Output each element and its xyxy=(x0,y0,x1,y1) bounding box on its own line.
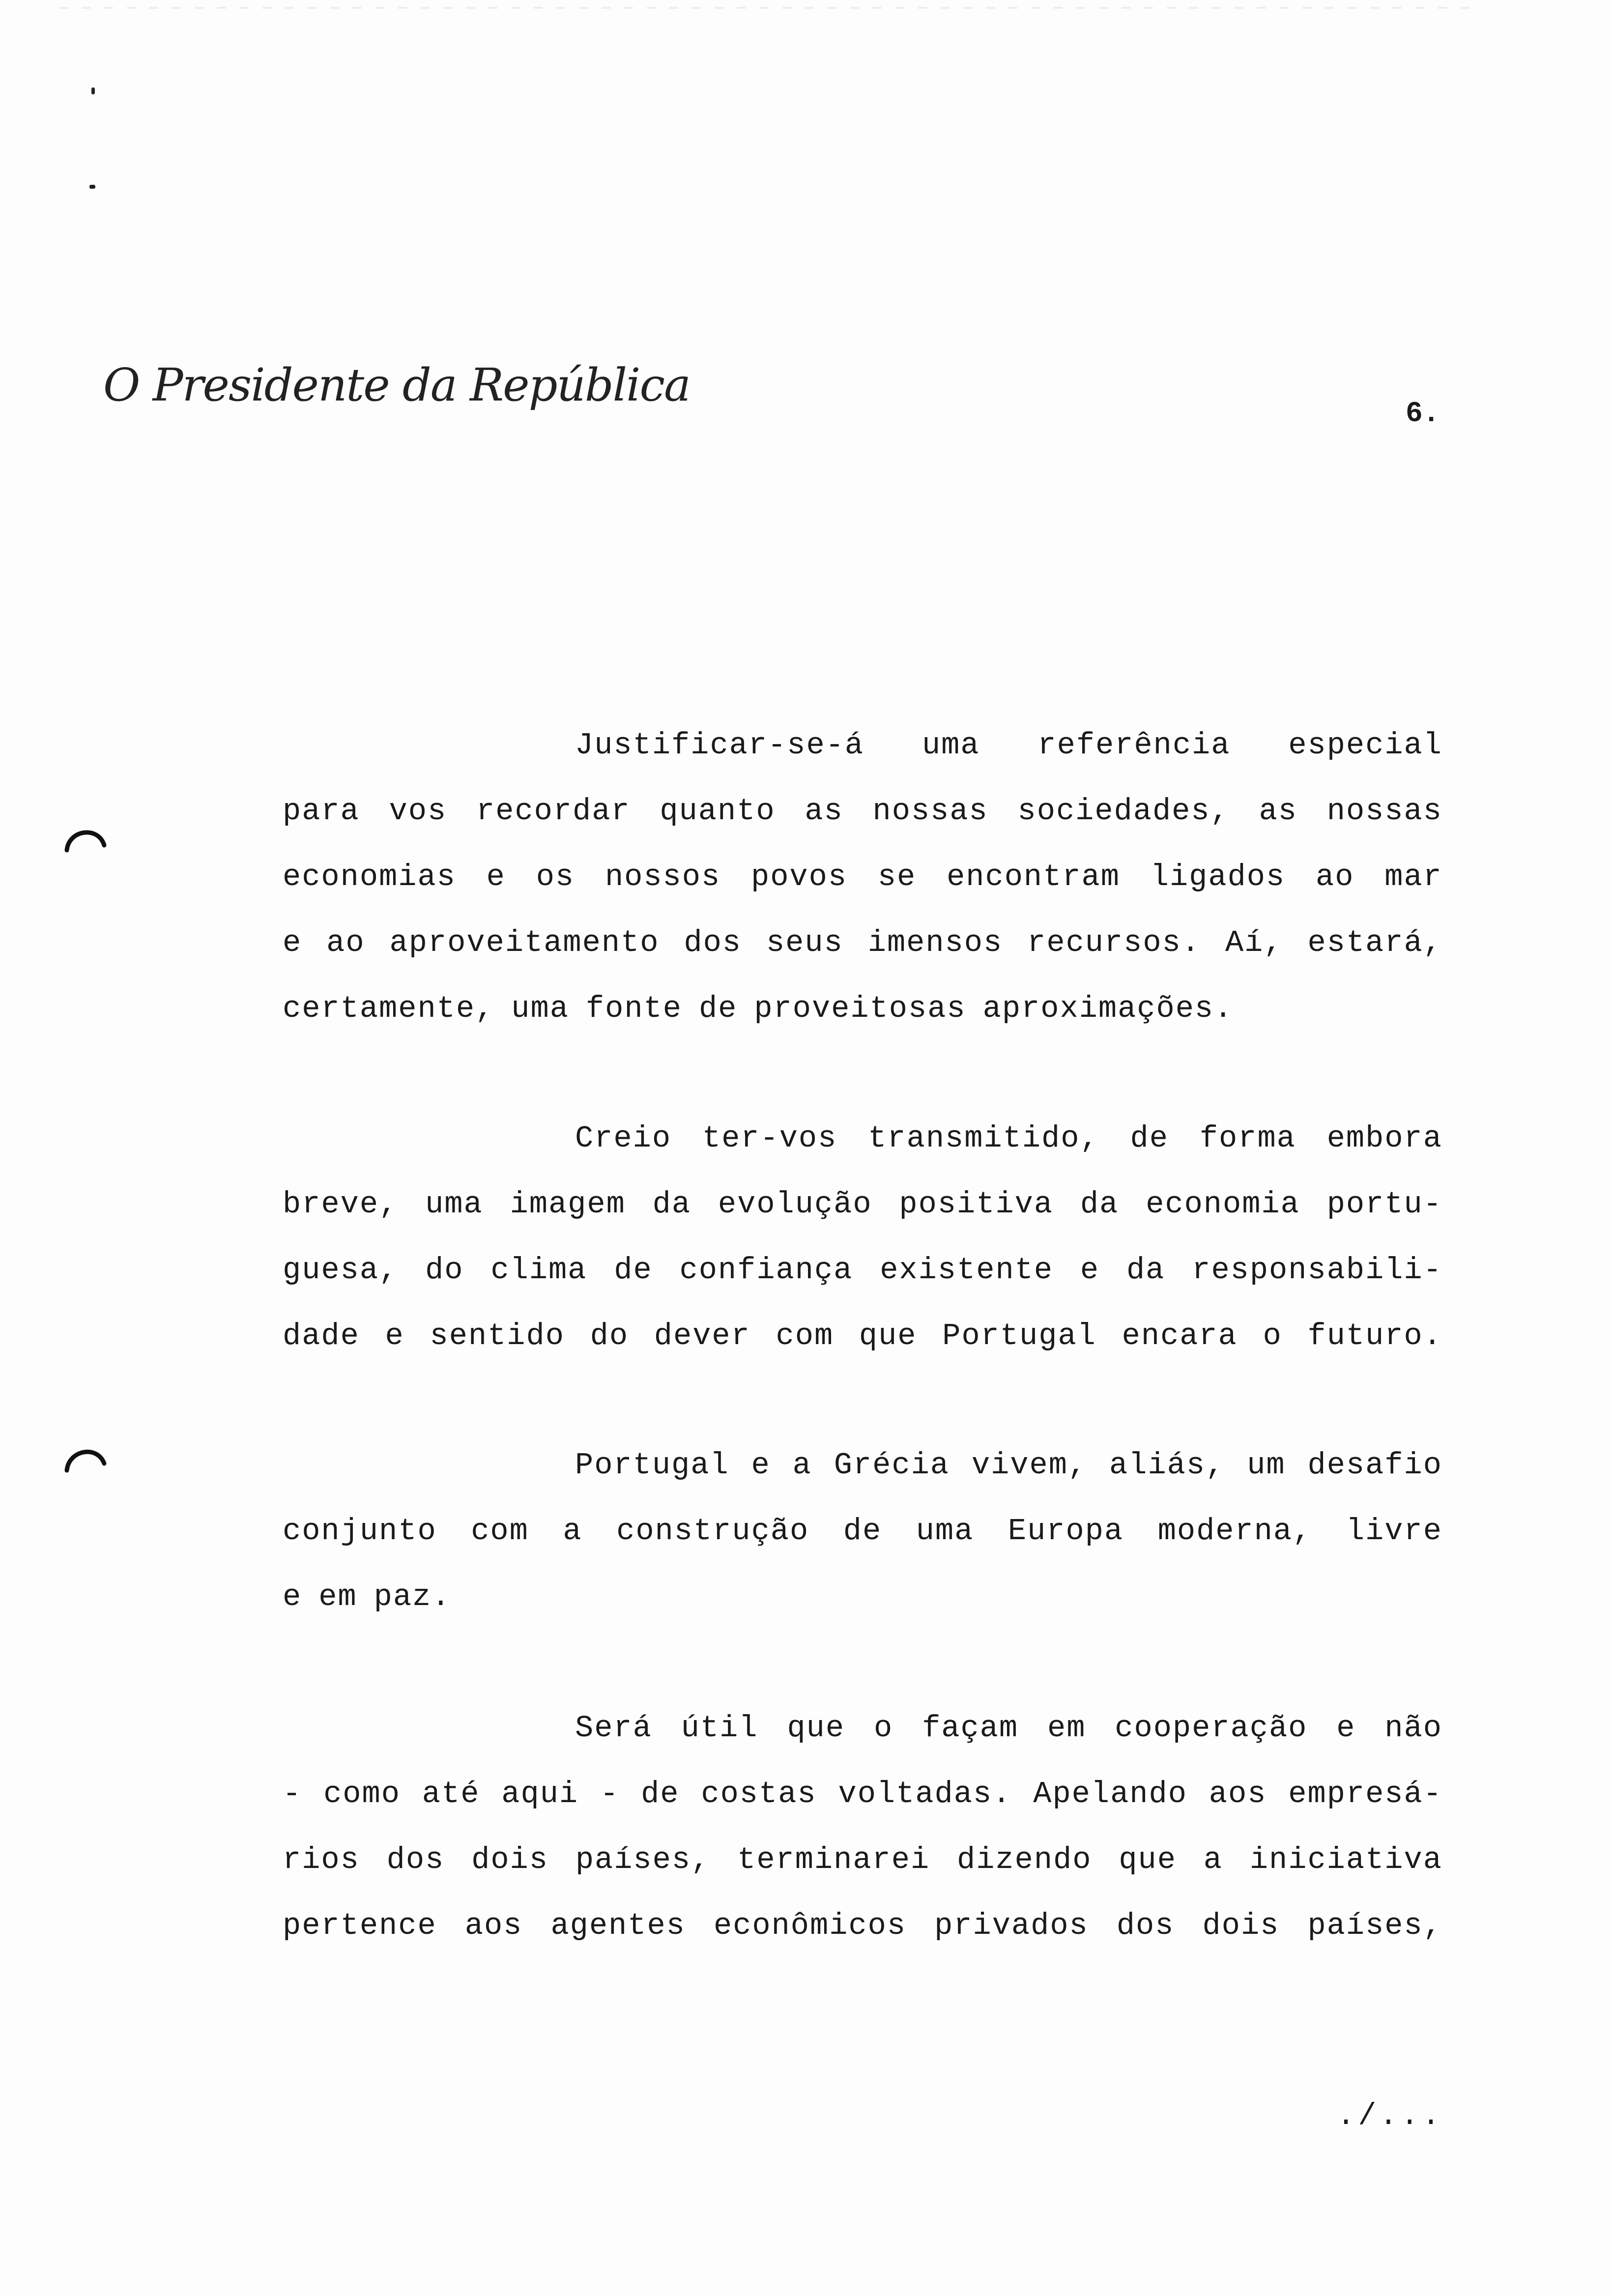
word: Creio xyxy=(575,1121,672,1156)
word: desafio xyxy=(1307,1448,1442,1483)
text-line xyxy=(283,1893,1442,1959)
word: como xyxy=(323,1777,401,1811)
word: aproveitamento xyxy=(389,925,660,960)
word: e xyxy=(486,860,506,894)
text-line xyxy=(283,1761,1442,1827)
word: dos xyxy=(684,925,742,960)
word: seus xyxy=(766,925,843,960)
word: nossas xyxy=(872,794,988,829)
word: uma xyxy=(511,991,569,1026)
text-line xyxy=(283,1433,1442,1498)
word: as xyxy=(805,794,843,829)
word: proveitosas xyxy=(754,991,966,1026)
word: países, xyxy=(1307,1908,1442,1943)
word: mar xyxy=(1384,860,1442,894)
word: sentido xyxy=(430,1319,565,1353)
word: transmitido, xyxy=(868,1121,1099,1156)
word: dois xyxy=(471,1842,548,1877)
word: empresá- xyxy=(1288,1777,1442,1811)
text-line xyxy=(283,1106,1442,1172)
word: certamente, xyxy=(283,991,495,1026)
word: livre xyxy=(1346,1514,1442,1549)
word: positiva xyxy=(899,1187,1054,1222)
punch-hole-mark xyxy=(63,816,107,860)
text-line xyxy=(283,1172,1442,1237)
word: paz. xyxy=(374,1579,451,1614)
text-line xyxy=(283,1237,1442,1303)
word: uma xyxy=(916,1514,974,1549)
word: nossas xyxy=(1326,794,1442,829)
word: imagem xyxy=(510,1187,626,1222)
word: encontram xyxy=(947,860,1120,894)
word: clima xyxy=(490,1253,587,1288)
word: da xyxy=(1126,1253,1165,1288)
word: países, xyxy=(575,1842,711,1877)
word: ligados xyxy=(1150,860,1286,894)
word: a xyxy=(1203,1842,1223,1877)
word: Portugal xyxy=(942,1319,1096,1353)
word: econômicos xyxy=(713,1908,907,1943)
word: uma xyxy=(425,1187,483,1222)
word: da xyxy=(1080,1187,1119,1222)
word: que xyxy=(859,1319,917,1353)
word: cooperação xyxy=(1115,1711,1308,1746)
word: construção xyxy=(616,1514,809,1549)
word: especial xyxy=(1288,728,1442,763)
word: sociedades, xyxy=(1017,794,1230,829)
text-line xyxy=(283,910,1442,976)
word: que xyxy=(787,1711,845,1746)
word: Apelando xyxy=(1033,1777,1187,1811)
word: aos xyxy=(464,1908,523,1943)
word: do xyxy=(590,1319,629,1353)
word: dizendo xyxy=(957,1842,1092,1877)
word: dos xyxy=(1116,1908,1175,1943)
word: privados xyxy=(934,1908,1089,1943)
word: ter-vos xyxy=(702,1121,837,1156)
text-line xyxy=(283,778,1442,844)
word: e xyxy=(1080,1253,1100,1288)
word: quanto xyxy=(660,794,776,829)
word: dade xyxy=(283,1319,360,1353)
word: em xyxy=(1047,1711,1086,1746)
word: iniciativa xyxy=(1249,1842,1442,1877)
word: Grécia xyxy=(834,1448,950,1483)
word: não xyxy=(1384,1711,1442,1746)
word: nossos xyxy=(604,860,721,894)
word: Aí, xyxy=(1225,925,1283,960)
word: encara xyxy=(1122,1319,1238,1353)
word: uma xyxy=(921,728,980,763)
word: conjunto xyxy=(283,1514,437,1549)
word: - xyxy=(283,1777,302,1811)
word: e xyxy=(283,925,302,960)
letterhead-script: O Presidente da República xyxy=(103,359,690,411)
word: povos xyxy=(751,860,848,894)
word: a xyxy=(792,1448,812,1483)
word: dever xyxy=(654,1319,750,1353)
word: embora xyxy=(1326,1121,1442,1156)
word: de xyxy=(1130,1121,1169,1156)
word: ao xyxy=(326,925,365,960)
scan-speck xyxy=(91,87,95,94)
word: e xyxy=(283,1579,302,1614)
word: os xyxy=(536,860,575,894)
word: responsabili- xyxy=(1192,1253,1442,1288)
scan-artifact-line xyxy=(59,7,1484,9)
word: vos xyxy=(389,794,447,829)
word: economia xyxy=(1146,1187,1300,1222)
word: fonte xyxy=(585,991,682,1026)
word: breve, xyxy=(283,1187,399,1222)
word: terminarei xyxy=(737,1842,930,1877)
word: útil xyxy=(681,1711,758,1746)
text-line xyxy=(283,844,1442,910)
word: economias xyxy=(283,860,456,894)
word: moderna, xyxy=(1157,1514,1312,1549)
word: de xyxy=(843,1514,882,1549)
paragraph xyxy=(283,713,1442,1042)
word: guesa, xyxy=(283,1253,399,1288)
word: agentes xyxy=(550,1908,686,1943)
word: dos xyxy=(386,1842,445,1877)
word: o xyxy=(1263,1319,1282,1353)
word: se xyxy=(877,860,917,894)
paragraph xyxy=(283,1106,1442,1369)
word: recursos. xyxy=(1027,925,1201,960)
word: rios xyxy=(283,1842,360,1877)
word: com xyxy=(471,1514,529,1549)
page-number: 6. xyxy=(1406,398,1440,430)
word: e xyxy=(1336,1711,1356,1746)
word: Portugal xyxy=(575,1448,729,1483)
word: referência xyxy=(1037,728,1231,763)
word: até xyxy=(422,1777,480,1811)
word: para xyxy=(283,794,360,829)
word: Justificar-se-á xyxy=(575,728,864,763)
word: pertence xyxy=(283,1908,437,1943)
word: futuro. xyxy=(1307,1319,1442,1353)
word: em xyxy=(318,1579,357,1614)
word: de xyxy=(698,991,738,1026)
paragraph xyxy=(283,1433,1442,1630)
word: costas xyxy=(701,1777,817,1811)
word: recordar xyxy=(476,794,631,829)
word: confiança xyxy=(679,1253,853,1288)
text-line xyxy=(283,1695,1442,1761)
text-line xyxy=(283,1498,1442,1564)
word: vivem, xyxy=(971,1448,1088,1483)
word: evolução xyxy=(718,1187,872,1222)
word: as xyxy=(1259,794,1297,829)
word: do xyxy=(425,1253,464,1288)
word: portu- xyxy=(1326,1187,1442,1222)
word: o xyxy=(873,1711,893,1746)
word: dois xyxy=(1202,1908,1280,1943)
word: um xyxy=(1247,1448,1286,1483)
word: voltadas. xyxy=(838,1777,1012,1811)
word: - xyxy=(600,1777,620,1811)
text-line xyxy=(283,976,1442,1042)
word: e xyxy=(751,1448,771,1483)
word: Europa xyxy=(1008,1514,1124,1549)
word: Será xyxy=(575,1711,652,1746)
word: e xyxy=(385,1319,404,1353)
punch-hole-mark xyxy=(63,1435,107,1479)
text-line xyxy=(283,1564,1442,1630)
word: forma xyxy=(1199,1121,1296,1156)
text-line xyxy=(283,1827,1442,1893)
word: aliás, xyxy=(1109,1448,1225,1483)
scan-speck xyxy=(89,185,95,189)
word: estará, xyxy=(1307,925,1442,960)
word: aos xyxy=(1209,1777,1267,1811)
word: da xyxy=(652,1187,691,1222)
word: a xyxy=(563,1514,582,1549)
word: aproximações. xyxy=(982,991,1234,1026)
paragraph xyxy=(283,1695,1442,1959)
word: existente xyxy=(880,1253,1054,1288)
word: aqui xyxy=(501,1777,579,1811)
text-line xyxy=(283,1303,1442,1369)
continuation-mark: ./... xyxy=(1337,2098,1443,2133)
word: imensos xyxy=(867,925,1003,960)
text-line xyxy=(283,713,1442,778)
word: com xyxy=(776,1319,834,1353)
word: de xyxy=(641,1777,680,1811)
word: que xyxy=(1119,1842,1177,1877)
word: façam xyxy=(922,1711,1019,1746)
word: de xyxy=(614,1253,653,1288)
word: ao xyxy=(1316,860,1354,894)
